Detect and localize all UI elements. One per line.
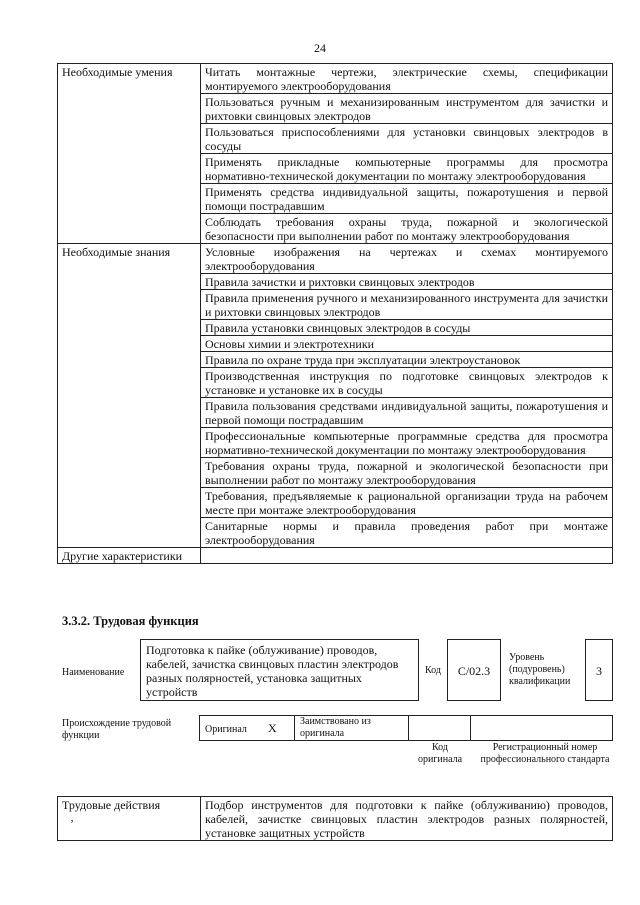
level-label: Уровень (подуровень) квалификации	[509, 652, 571, 687]
knowledge-header: Необходимые знания	[58, 244, 201, 548]
knowledge-item: Основы химии и электротехники	[201, 336, 613, 352]
reg-number-label: Регистрационный номер профессионального стандарта	[480, 742, 610, 765]
knowledge-item: Правила применения ручного и механизированного инструмента для зачистки и рихтовки свинцовых электродов	[201, 290, 613, 320]
knowledge-item: Требования, предъявляемые к рациональной организации труда на рабочем месте при монтаже электрооборудования	[201, 488, 613, 518]
borrowed-label: Заимствовано из оригинала	[300, 716, 371, 739]
other-value	[201, 548, 613, 564]
table-row	[58, 548, 613, 564]
code-label: Код	[425, 665, 441, 676]
actions-header	[58, 797, 201, 841]
other-header: Другие характеристики	[58, 548, 201, 564]
knowledge-item: Профессиональные компьютерные программные средства для просмотра нормативно-технической документации по монтажу электрооборудования	[201, 428, 613, 458]
knowledge-item: Требования охраны труда, пожарной и экологической безопасности при выполнении работ по монтажу электрооборудования	[201, 458, 613, 488]
actions-label: Трудовые действия	[62, 798, 161, 812]
name-value: Подготовка к пайке (облуживание) проводов, кабелей, зачистка свинцовых пластин электродов разных полярностей, установка защитных устройств	[140, 639, 419, 701]
action-item: Подбор инструментов для подготовки к пайке (облуживанию) проводов, кабелей, зачистке свинцовых пластин электродов разных полярностей, установке защитных устройств	[201, 797, 613, 841]
origin-label: Происхождение трудовой функции	[62, 718, 172, 741]
table-row	[58, 244, 613, 274]
knowledge-item: Правила зачистки и рихтовки свинцовых электродов	[201, 274, 613, 290]
knowledge-item: Производственная инструкция по подготовке свинцовых электродов к установке и установке их в сосуды	[201, 368, 613, 398]
level-value: 3	[585, 639, 613, 701]
table-row	[58, 64, 613, 94]
name-label: Наименование	[62, 667, 125, 678]
skill-item: Применять прикладные компьютерные программы для просмотра нормативно-технической документации по монтажу электрооборудования	[201, 154, 613, 184]
actions-table	[57, 796, 613, 841]
skills-header: Необходимые умения	[58, 64, 201, 244]
table-row	[58, 797, 613, 841]
skill-item: Пользоваться приспособлениями для установки свинцовых электродов в сосуды	[201, 124, 613, 154]
skill-item: Применять средства индивидуальной защиты, пожаротушения и первой помощи пострадавшим	[201, 184, 613, 214]
knowledge-item: Санитарные нормы и правила проведения работ при монтаже электрооборудования	[201, 518, 613, 548]
code-value: C/02.3	[447, 639, 501, 701]
code-original-label: Код оригинала	[417, 742, 463, 765]
page-number: 24	[314, 41, 326, 55]
knowledge-item: Правила по охране труда при эксплуатации электроустановок	[201, 352, 613, 368]
origin-divider	[470, 715, 471, 741]
knowledge-item: Правила установки свинцовых электродов в сосуды	[201, 320, 613, 336]
skill-item: Читать монтажные чертежи, электрические схемы, спецификации монтируемого электрооборудования	[201, 64, 613, 94]
knowledge-item: Правила пользования средствами индивидуальной защиты, пожаротушения и первой помощи пострадавшим	[201, 398, 613, 428]
requirements-table	[57, 63, 613, 564]
skill-item: Пользоваться ручным и механизированным инструментом для зачистки и рихтовки свинцовых электродов	[201, 94, 613, 124]
knowledge-item: Условные изображения на чертежах и схемах монтируемого электрооборудования	[201, 244, 613, 274]
skill-item: Соблюдать требования охраны труда, пожарной и экологической безопасности при выполнении работ по монтажу электрооборудования	[201, 214, 613, 244]
actions-marker: ‚	[70, 810, 74, 824]
original-label: Оригинал	[205, 724, 247, 735]
section-title: 3.3.2. Трудовая функция	[62, 614, 199, 628]
original-mark: X	[268, 721, 277, 735]
